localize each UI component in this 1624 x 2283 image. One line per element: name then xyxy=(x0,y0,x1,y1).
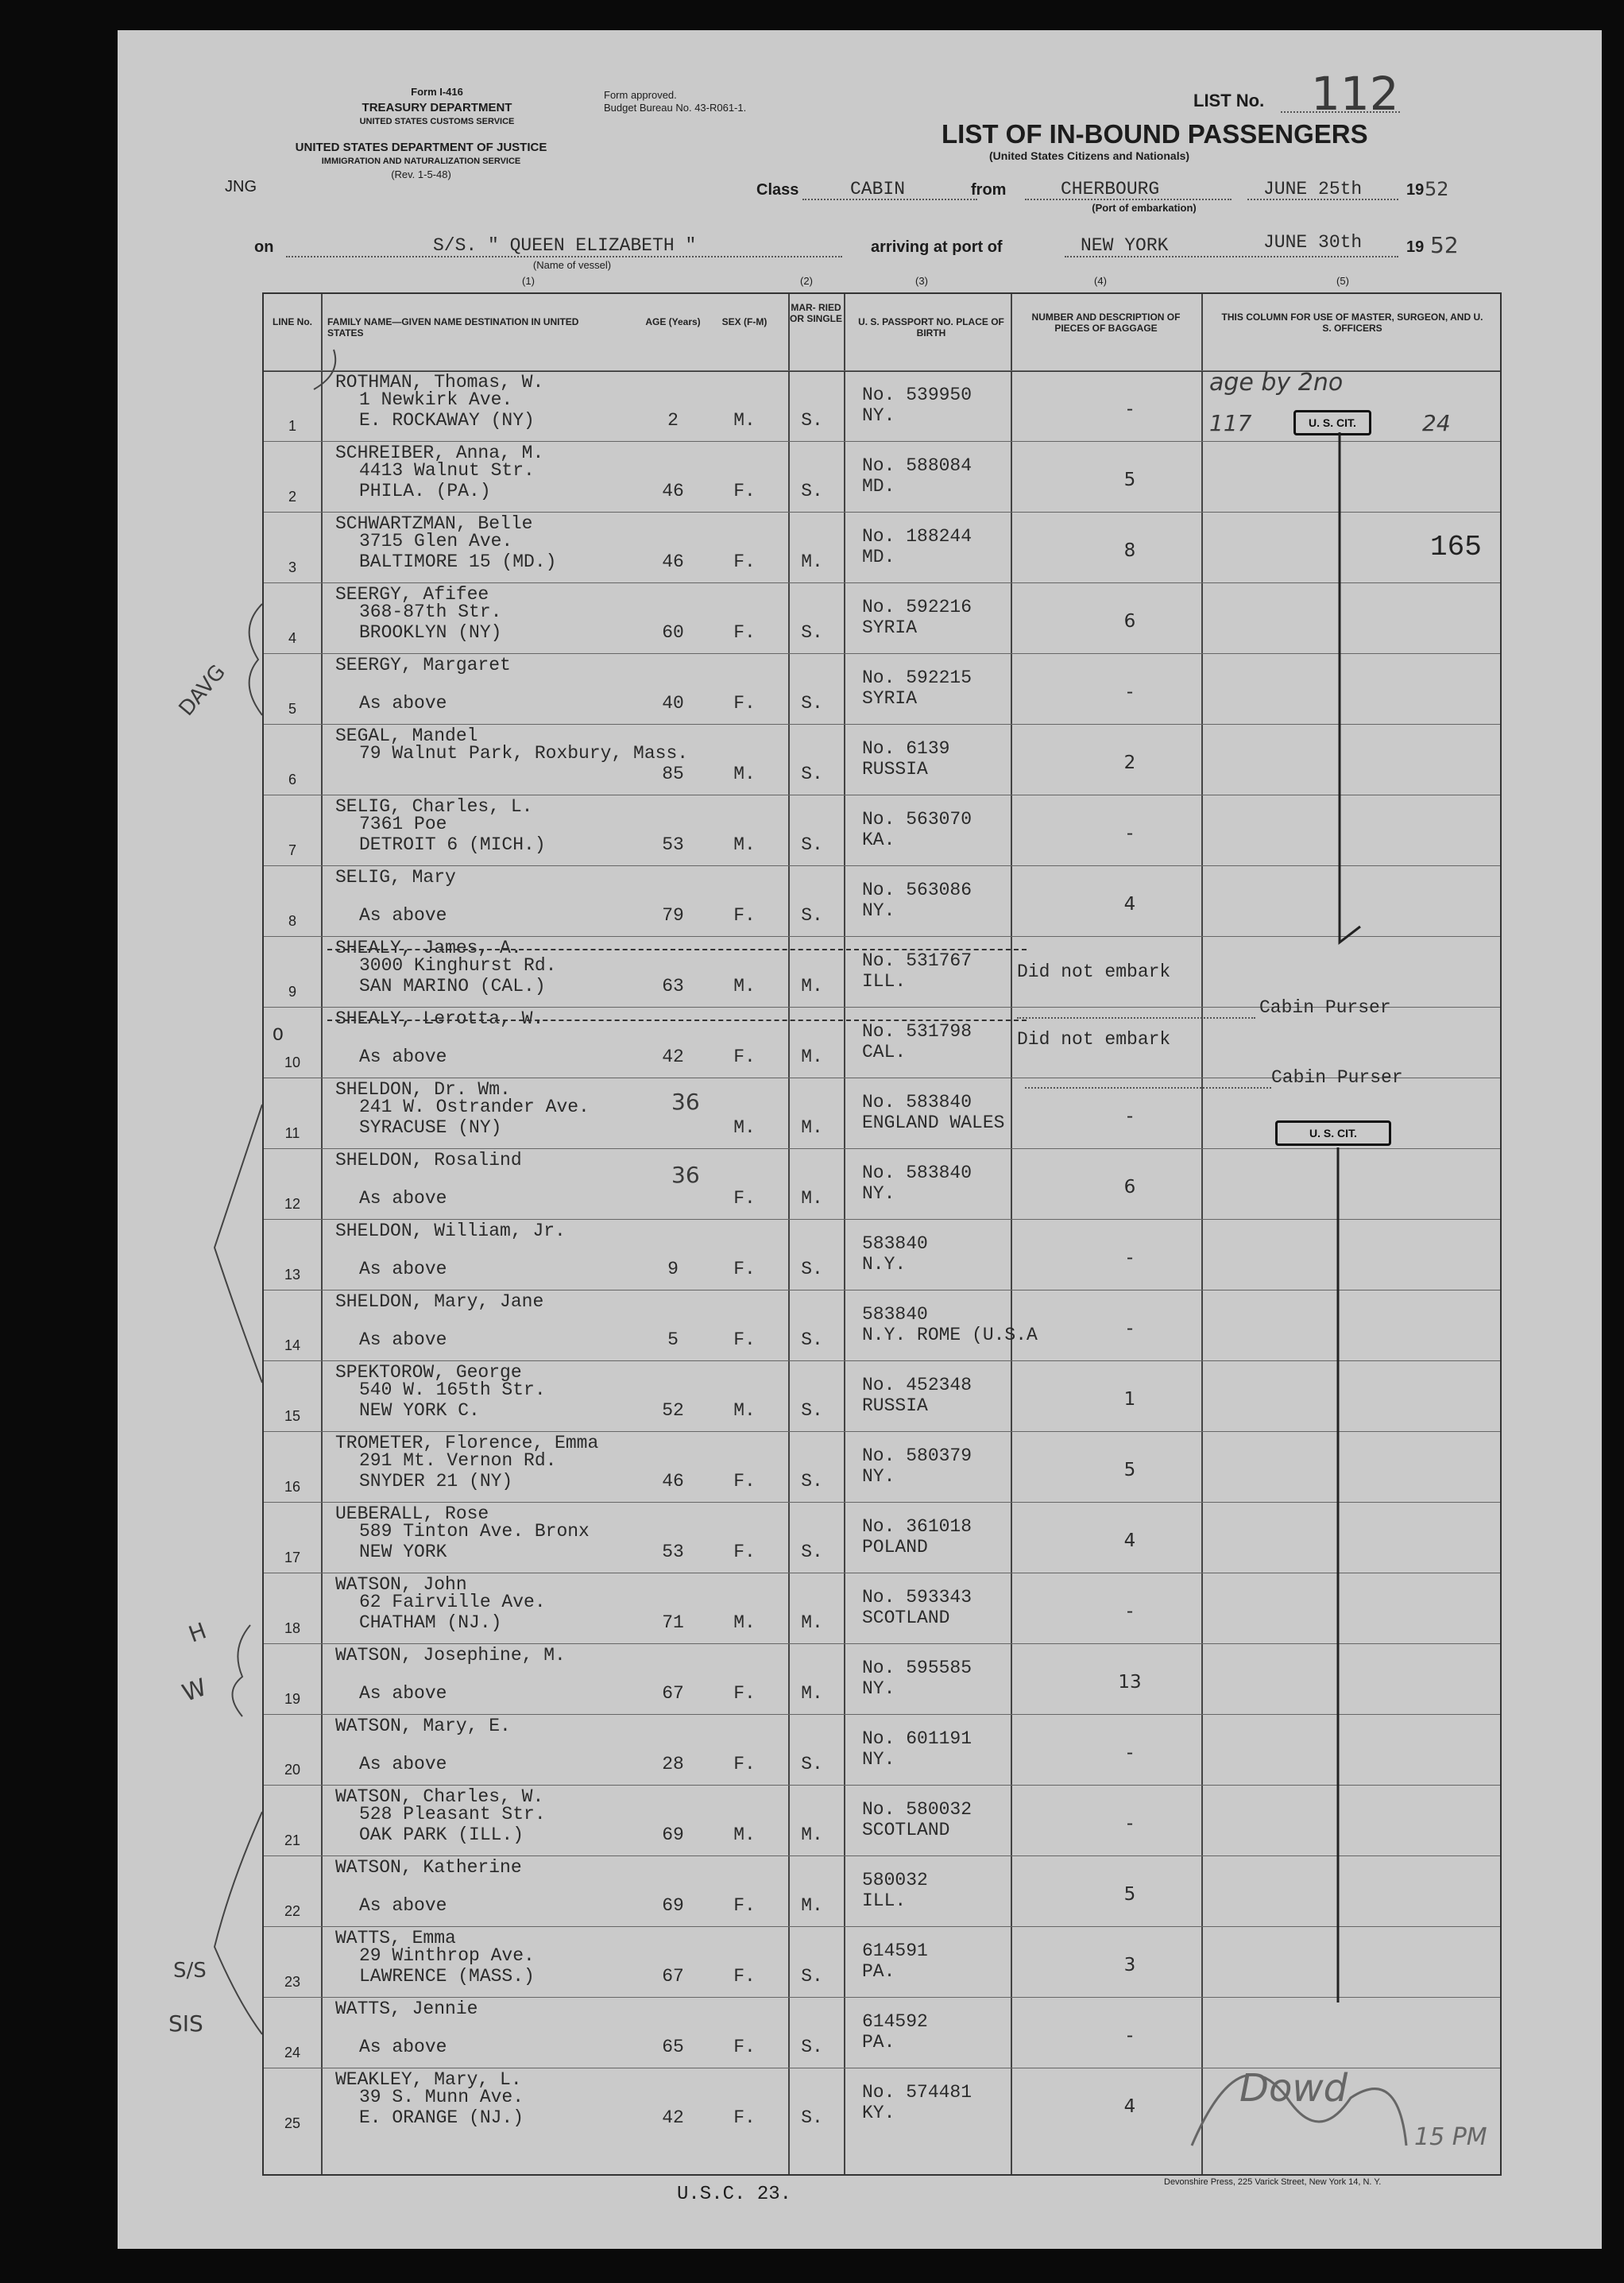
passport-number: 580032 xyxy=(862,1870,928,1890)
line-number: 14 xyxy=(284,1337,301,1353)
place-of-birth: SCOTLAND xyxy=(862,1820,950,1840)
address-line: 62 Fairville Ave. xyxy=(359,1592,546,1612)
col-number-3: (3) xyxy=(915,275,928,287)
place-of-birth: KA. xyxy=(862,830,895,850)
place-of-birth: PA. xyxy=(862,2032,895,2053)
address-line: 39 S. Munn Ave. xyxy=(359,2087,524,2107)
sex-cell: F. xyxy=(733,551,756,572)
justice-department: UNITED STATES DEPARTMENT OF JUSTICE xyxy=(295,141,547,154)
arrival-date: JUNE 30th xyxy=(1263,232,1363,253)
age-cell: 42 xyxy=(662,2107,684,2128)
passport-number: No. 531767 xyxy=(862,950,972,971)
passport-number: No. 595585 xyxy=(862,1658,972,1678)
passenger-name: SHELDON, Rosalind xyxy=(335,1150,522,1171)
sex-cell: F. xyxy=(733,622,756,643)
line-number: 20 xyxy=(284,1762,301,1778)
line-number: 6 xyxy=(288,772,296,787)
line-number: 12 xyxy=(284,1196,301,1212)
col-number-1: (1) xyxy=(522,275,535,287)
passenger-name: SCHREIBER, Anna, M. xyxy=(335,443,544,463)
place-of-birth: MD. xyxy=(862,547,895,567)
destination: As above xyxy=(359,1047,447,1067)
col-line-no: LINE No. xyxy=(273,316,312,327)
place-of-birth: PA. xyxy=(862,1961,895,1982)
age-cell: 53 xyxy=(662,1542,684,1562)
list-number-label: LIST No. xyxy=(1193,91,1265,110)
form-approved: Form approved. xyxy=(604,89,677,101)
baggage-count: 1 xyxy=(1123,1389,1136,1410)
baggage-count: 4 xyxy=(1123,2096,1136,2117)
treasury-department: TREASURY DEPARTMENT xyxy=(362,101,512,114)
place-of-birth: NY. xyxy=(862,900,895,921)
passenger-name: SHEALY, Lerotta, W. xyxy=(335,1008,544,1029)
margin-handwriting: DAVG xyxy=(174,660,230,721)
place-of-birth: SYRIA xyxy=(862,617,918,638)
side-number-165: 165 xyxy=(1430,531,1482,563)
marital-cell: M. xyxy=(801,1188,823,1209)
line-number: 2 xyxy=(288,489,296,505)
baggage-count: 2 xyxy=(1123,753,1136,773)
age-cell: 85 xyxy=(662,764,684,784)
passenger-name: SEERGY, Afifee xyxy=(335,584,489,605)
line-number: 4 xyxy=(288,630,296,646)
budget-bureau: Budget Bureau No. 43-R061-1. xyxy=(604,102,747,114)
marital-cell: M. xyxy=(801,976,823,996)
marital-cell: S. xyxy=(801,2107,823,2128)
marital-cell: M. xyxy=(801,1824,823,1845)
us-cit-stamp: U. S. CIT. xyxy=(1275,1120,1391,1146)
sex-cell: M. xyxy=(733,764,756,784)
row10-mark: O xyxy=(273,1025,284,1046)
jng-mark: JNG xyxy=(225,178,257,195)
passport-number: No. 580379 xyxy=(862,1445,972,1466)
age-cell: 28 xyxy=(662,1754,684,1774)
marital-cell: M. xyxy=(801,1683,823,1704)
address-line: 7361 Poe xyxy=(359,814,447,834)
line-number: 15 xyxy=(284,1408,301,1424)
passenger-name: SCHWARTZMAN, Belle xyxy=(335,513,533,534)
baggage-count: - xyxy=(1126,1601,1134,1622)
address-line: 3715 Glen Ave. xyxy=(359,531,513,551)
passenger-name: UEBERALL, Rose xyxy=(335,1503,489,1524)
sex-cell: F. xyxy=(733,905,756,926)
vessel-note: (Name of vessel) xyxy=(532,259,612,271)
margin-handwriting: SIS xyxy=(168,2010,203,2037)
passenger-name: WATTS, Jennie xyxy=(335,1999,478,2019)
age-cell: 46 xyxy=(662,481,684,501)
passenger-name: SHELDON, Dr. Wm. xyxy=(335,1079,511,1100)
passport-number: No. 583840 xyxy=(862,1092,972,1112)
marital-cell: S. xyxy=(801,2037,823,2057)
from-value: CHERBOURG xyxy=(1061,179,1160,199)
port-embarkation-note: (Port of embarkation) xyxy=(1092,202,1197,214)
age-cell: 79 xyxy=(662,905,684,926)
sex-cell: F. xyxy=(733,1754,756,1774)
destination: As above xyxy=(359,1754,447,1774)
from-label: from xyxy=(971,181,1007,199)
col-passport: U. S. PASSPORT NO. PLACE OF BIRTH xyxy=(858,316,1004,339)
place-of-birth: ILL. xyxy=(862,1890,907,1911)
baggage-count: 8 xyxy=(1123,540,1136,561)
destination: E. ORANGE (NJ.) xyxy=(359,2107,524,2128)
age-cell: 69 xyxy=(662,1895,684,1916)
passenger-name: WATSON, Charles, W. xyxy=(335,1786,544,1807)
marital-cell: M. xyxy=(801,1612,823,1633)
col-married: MAR- RIED OR SINGLE xyxy=(790,302,843,324)
baggage-count: - xyxy=(1126,1813,1134,1834)
place-of-birth: NY. xyxy=(862,405,895,426)
destination: LAWRENCE (MASS.) xyxy=(359,1966,535,1987)
baggage-count: 3 xyxy=(1123,1955,1136,1975)
handwritten-age-36: 36 xyxy=(671,1162,700,1188)
did-not-embark-note: Did not embark xyxy=(1017,962,1171,982)
passport-number: No. 583840 xyxy=(862,1163,972,1183)
sex-cell: F. xyxy=(733,1683,756,1704)
sex-cell: M. xyxy=(733,1400,756,1421)
marital-cell: S. xyxy=(801,1400,823,1421)
place-of-birth: N.Y. ROME (U.S.A xyxy=(862,1325,1038,1345)
baggage-count: 4 xyxy=(1123,1530,1136,1551)
sex-cell: F. xyxy=(733,1047,756,1067)
sex-cell: F. xyxy=(733,1542,756,1562)
passport-number: No. 361018 xyxy=(862,1516,972,1537)
place-of-birth: N.Y. xyxy=(862,1254,907,1275)
sex-cell: M. xyxy=(733,410,756,431)
col-age: AGE (Years) xyxy=(645,316,701,327)
passport-number: No. 592216 xyxy=(862,597,972,617)
passport-number: No. 563070 xyxy=(862,809,972,830)
baggage-count: 4 xyxy=(1123,894,1136,915)
address-line: 241 W. Ostrander Ave. xyxy=(359,1097,590,1117)
form-subtitle: (United States Citizens and Nationals) xyxy=(989,149,1190,162)
place-of-birth: CAL. xyxy=(862,1042,907,1062)
age-cell: 65 xyxy=(662,2037,684,2057)
address-line: 291 Mt. Vernon Rd. xyxy=(359,1450,557,1471)
marital-cell: S. xyxy=(801,693,823,714)
passenger-name: WATSON, Mary, E. xyxy=(335,1716,511,1736)
line-number: 16 xyxy=(284,1479,301,1495)
place-of-birth: KY. xyxy=(862,2103,895,2123)
line-number: 8 xyxy=(288,913,296,929)
printer-credit: Devonshire Press, 225 Varick Street, New York 14, N. Y. xyxy=(1164,2177,1382,2187)
address-line: 4413 Walnut Str. xyxy=(359,460,535,481)
place-of-birth: SCOTLAND xyxy=(862,1608,950,1628)
passport-number: No. 593343 xyxy=(862,1587,972,1608)
age-cell: 67 xyxy=(662,1966,684,1987)
marital-cell: S. xyxy=(801,1754,823,1774)
destination: OAK PARK (ILL.) xyxy=(359,1824,524,1845)
line-number: 18 xyxy=(284,1620,301,1636)
destination: SYRACUSE (NY) xyxy=(359,1117,502,1138)
age-cell: 9 xyxy=(667,1259,679,1279)
address-line: 1 Newkirk Ave. xyxy=(359,389,513,410)
sex-cell: F. xyxy=(733,1966,756,1987)
passenger-name: SHELDON, Mary, Jane xyxy=(335,1291,544,1312)
age-cell: 5 xyxy=(667,1329,679,1350)
line-number: 19 xyxy=(284,1691,301,1707)
age-cell: 60 xyxy=(662,622,684,643)
baggage-count: 5 xyxy=(1123,1460,1136,1480)
sex-cell: F. xyxy=(733,1259,756,1279)
sex-cell: F. xyxy=(733,2037,756,2057)
passenger-name: TROMETER, Florence, Emma xyxy=(335,1433,599,1453)
passport-number: 583840 xyxy=(862,1233,928,1254)
age-cell: 53 xyxy=(662,834,684,855)
destination: As above xyxy=(359,2037,447,2057)
col-number-4: (4) xyxy=(1094,275,1107,287)
list-number-value: 112 xyxy=(1311,67,1399,121)
baggage-count: 6 xyxy=(1123,611,1136,632)
passenger-name: WATSON, Katherine xyxy=(335,1857,522,1878)
marital-cell: S. xyxy=(801,834,823,855)
age-cell: 52 xyxy=(662,1400,684,1421)
marital-cell: S. xyxy=(801,905,823,926)
baggage-count: 5 xyxy=(1123,470,1136,490)
line-number: 3 xyxy=(288,559,296,575)
address-line: 528 Pleasant Str. xyxy=(359,1804,546,1824)
place-of-birth: RUSSIA xyxy=(862,1395,928,1416)
passport-number: 583840 xyxy=(862,1304,928,1325)
destination: As above xyxy=(359,1259,447,1279)
passenger-name: WATSON, John xyxy=(335,1574,467,1595)
sex-cell: M. xyxy=(733,1117,756,1138)
baggage-count: 13 xyxy=(1118,1672,1142,1693)
marital-cell: M. xyxy=(801,1117,823,1138)
line-number: 21 xyxy=(284,1832,301,1848)
ins-service: IMMIGRATION AND NATURALIZATION SERVICE xyxy=(321,157,521,166)
form-number: Form I-416 xyxy=(411,86,463,98)
age-cell: 2 xyxy=(667,410,679,431)
destination: DETROIT 6 (MICH.) xyxy=(359,834,546,855)
passport-number: No. 601191 xyxy=(862,1728,972,1749)
line-number: 7 xyxy=(288,842,296,858)
line-number: 11 xyxy=(284,1125,300,1141)
passenger-name: SPEKTOROW, George xyxy=(335,1362,522,1383)
baggage-count: 5 xyxy=(1123,1884,1136,1905)
marital-cell: S. xyxy=(801,410,823,431)
age-cell: 71 xyxy=(662,1612,684,1633)
place-of-birth: NY. xyxy=(862,1183,895,1204)
passenger-name: SHELDON, William, Jr. xyxy=(335,1221,566,1241)
line-number: 1 xyxy=(288,418,296,434)
baggage-count: 6 xyxy=(1123,1177,1136,1198)
age-cell: 63 xyxy=(662,976,684,996)
us-cit-stamp: U. S. CIT. xyxy=(1293,410,1371,435)
passenger-name: SEERGY, Margaret xyxy=(335,655,511,675)
arrival-year-suffix: 52 xyxy=(1430,232,1459,258)
destination: BALTIMORE 15 (MD.) xyxy=(359,551,557,572)
marital-cell: S. xyxy=(801,622,823,643)
departure-year-prefix: 19 xyxy=(1406,181,1425,199)
col-sex: SEX (F-M) xyxy=(721,316,768,327)
col-officers: THIS COLUMN FOR USE OF MASTER, SURGEON, AND U. S. OFFICERS xyxy=(1221,311,1483,334)
place-of-birth: ILL. xyxy=(862,971,907,992)
place-of-birth: NY. xyxy=(862,1678,895,1699)
officer-handwritten-note: age by 2no xyxy=(1209,369,1344,397)
destination: PHILA. (PA.) xyxy=(359,481,491,501)
destination: SAN MARINO (CAL.) xyxy=(359,976,546,996)
marital-cell: S. xyxy=(801,1966,823,1987)
line-number: 13 xyxy=(284,1267,301,1283)
age-cell: 46 xyxy=(662,551,684,572)
margin-handwriting: S/S xyxy=(173,1959,207,1983)
baggage-count: - xyxy=(1126,682,1134,702)
sex-cell: F. xyxy=(733,693,756,714)
destination: As above xyxy=(359,1329,447,1350)
destination: SNYDER 21 (NY) xyxy=(359,1471,513,1492)
marital-cell: M. xyxy=(801,1895,823,1916)
col-number-2: (2) xyxy=(800,275,813,287)
sex-cell: M. xyxy=(733,1824,756,1845)
passport-number: No. 574481 xyxy=(862,2082,972,2103)
address-line: 589 Tinton Ave. Bronx xyxy=(359,1521,590,1542)
passport-number: No. 6139 xyxy=(862,738,950,759)
passenger-name: SELIG, Mary xyxy=(335,867,456,888)
place-of-birth: NY. xyxy=(862,1749,895,1770)
address-line: 29 Winthrop Ave. xyxy=(359,1945,535,1966)
bottom-signature: Dowd xyxy=(1239,2066,1348,2111)
baggage-count: - xyxy=(1126,823,1134,844)
sex-cell: F. xyxy=(733,481,756,501)
line-number: 23 xyxy=(284,1974,301,1990)
line-number: 17 xyxy=(284,1550,301,1565)
passenger-name: WEAKLEY, Mary, L. xyxy=(335,2069,522,2090)
marital-cell: S. xyxy=(801,1329,823,1350)
address-line: 3000 Kinghurst Rd. xyxy=(359,955,557,976)
passport-number: No. 563086 xyxy=(862,880,972,900)
passport-number: No. 452348 xyxy=(862,1375,972,1395)
destination: BROOKLYN (NY) xyxy=(359,622,502,643)
place-of-birth: MD. xyxy=(862,476,895,497)
form-title: LIST OF IN-BOUND PASSENGERS xyxy=(942,119,1368,149)
officer-handwritten-note: 117 xyxy=(1209,410,1252,436)
arriving-label: arriving at port of xyxy=(871,238,1003,256)
age-cell: 46 xyxy=(662,1471,684,1492)
baggage-count: - xyxy=(1126,1318,1134,1339)
handwritten-age-36: 36 xyxy=(671,1089,700,1115)
passenger-name: SELIG, Charles, L. xyxy=(335,796,533,817)
revision: (Rev. 1-5-48) xyxy=(391,168,451,180)
passport-number: 614592 xyxy=(862,2011,928,2032)
marital-cell: S. xyxy=(801,1542,823,1562)
passport-number: No. 539950 xyxy=(862,385,972,405)
bottom-time-note: 15 PM xyxy=(1414,2123,1487,2151)
sex-cell: F. xyxy=(733,1471,756,1492)
margin-handwriting: W xyxy=(178,1673,211,1708)
vessel-name: S/S. " QUEEN ELIZABETH " xyxy=(433,235,697,256)
line-number: 24 xyxy=(284,2045,301,2061)
destination: As above xyxy=(359,693,447,714)
passenger-name: ROTHMAN, Thomas, W. xyxy=(335,372,544,393)
customs-service: UNITED STATES CUSTOMS SERVICE xyxy=(359,117,515,126)
col-number-5: (5) xyxy=(1336,275,1349,287)
passenger-name: WATSON, Josephine, M. xyxy=(335,1645,566,1666)
address-line: 79 Walnut Park, Roxbury, Mass. xyxy=(359,743,689,764)
passenger-name: SEGAL, Mandel xyxy=(335,726,478,746)
passport-number: No. 531798 xyxy=(862,1021,972,1042)
baggage-count: - xyxy=(1126,1248,1134,1268)
passenger-name: SHEALY, James, A. xyxy=(335,938,522,958)
passport-number: No. 188244 xyxy=(862,526,972,547)
baggage-count: - xyxy=(1126,399,1134,420)
place-of-birth: POLAND xyxy=(862,1537,928,1557)
destination: As above xyxy=(359,1188,447,1209)
class-label: Class xyxy=(756,181,799,199)
destination: CHATHAM (NJ.) xyxy=(359,1612,502,1633)
marital-cell: S. xyxy=(801,481,823,501)
place-of-birth: RUSSIA xyxy=(862,759,928,780)
destination: NEW YORK C. xyxy=(359,1400,480,1421)
passport-number: No. 580032 xyxy=(862,1799,972,1820)
age-cell: 40 xyxy=(662,693,684,714)
age-cell: 67 xyxy=(662,1683,684,1704)
baggage-count: - xyxy=(1126,1106,1134,1127)
cabin-purser-note: Cabin Purser xyxy=(1259,997,1391,1018)
on-label: on xyxy=(254,238,274,256)
sex-cell: F. xyxy=(733,1188,756,1209)
baggage-count: - xyxy=(1126,1743,1134,1763)
usc-form-number: U.S.C. 23. xyxy=(677,2184,792,2205)
did-not-embark-note: Did not embark xyxy=(1017,1029,1171,1050)
marital-cell: M. xyxy=(801,551,823,572)
place-of-birth: ENGLAND WALES xyxy=(862,1112,1005,1133)
line-number: 25 xyxy=(284,2115,301,2131)
line-number: 22 xyxy=(284,1903,301,1919)
line-number: 10 xyxy=(284,1054,301,1070)
line-number: 5 xyxy=(288,701,296,717)
col-baggage: NUMBER AND DESCRIPTION OF PIECES OF BAGGAGE xyxy=(1031,311,1181,334)
class-value: CABIN xyxy=(850,179,906,199)
marital-cell: S. xyxy=(801,1471,823,1492)
place-of-birth: SYRIA xyxy=(862,688,918,709)
departure-date: JUNE 25th xyxy=(1263,179,1363,199)
marital-cell: S. xyxy=(801,764,823,784)
destination: E. ROCKAWAY (NY) xyxy=(359,410,535,431)
col-name: FAMILY NAME—GIVEN NAME DESTINATION IN UNITED STATES xyxy=(327,316,579,339)
arrival-year-prefix: 19 xyxy=(1406,238,1425,256)
sex-cell: M. xyxy=(733,976,756,996)
marital-cell: S. xyxy=(801,1259,823,1279)
margin-handwriting: H xyxy=(184,1617,211,1648)
destination: As above xyxy=(359,905,447,926)
sex-cell: M. xyxy=(733,834,756,855)
arrival-port: NEW YORK xyxy=(1081,235,1169,256)
destination: As above xyxy=(359,1683,447,1704)
age-cell: 42 xyxy=(662,1047,684,1067)
sex-cell: M. xyxy=(733,1612,756,1633)
line-number: 9 xyxy=(288,984,296,1000)
marital-cell: M. xyxy=(801,1047,823,1067)
age-cell: 69 xyxy=(662,1824,684,1845)
passenger-name: WATTS, Emma xyxy=(335,1928,456,1948)
sex-cell: F. xyxy=(733,1895,756,1916)
address-line: 368-87th Str. xyxy=(359,602,502,622)
destination: As above xyxy=(359,1895,447,1916)
sex-cell: F. xyxy=(733,1329,756,1350)
passport-number: 614591 xyxy=(862,1941,928,1961)
baggage-count: - xyxy=(1126,2026,1134,2046)
destination: NEW YORK xyxy=(359,1542,447,1562)
passport-number: No. 592215 xyxy=(862,667,972,688)
place-of-birth: NY. xyxy=(862,1466,895,1487)
officer-handwritten-note: 24 xyxy=(1422,410,1451,436)
address-line: 540 W. 165th Str. xyxy=(359,1379,546,1400)
passport-number: No. 588084 xyxy=(862,455,972,476)
cabin-purser-note: Cabin Purser xyxy=(1271,1067,1403,1088)
sex-cell: F. xyxy=(733,2107,756,2128)
departure-year-suffix: 52 xyxy=(1425,178,1449,200)
